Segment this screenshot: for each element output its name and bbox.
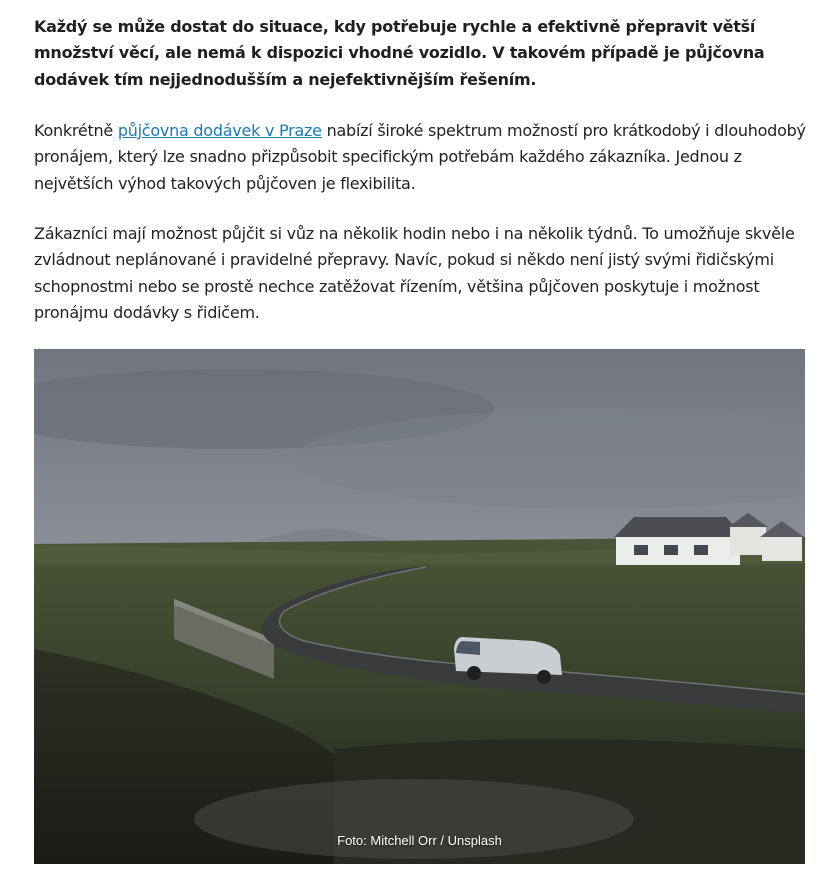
paragraph-2 [34,118,809,197]
article-photo [34,349,805,864]
photo-credit-caption: Foto: Mitchell Orr / Unsplash [337,833,502,848]
paragraph-3: Zákazníci mají možnost půjčit si vůz na několik hodin nebo i na několik týdnů. To umožňuje skvěle zvládnout neplánované i pravidelné přepravy. Navíc, pokud si někdo není jistý svými řidičskými schopnostmi nebo se prostě nechce zatěžovat řízením, většina půjčoven poskytuje i možnost pronájmu dodávky s řidičem. [34,224,795,322]
lead-paragraph: Každý se může dostat do situace, kdy potřebuje rychle a efektivně přepravit větší množství věcí, ale nemá k dispozici vhodné vozidlo. V takovém případě je půjčovna dodávek tím nejjednodušším a nejefektivnějším řešením. [34,17,765,89]
paragraph-2-start: Konkrétně [34,121,118,140]
landscape-photo [34,349,805,864]
van-rental-prague-link[interactable]: půjčovna dodávek v Praze [117,121,322,140]
paragraph-2-end: nabízí široké spektrum možností pro krátkodobý i dlouhodobý pronájem, který lze snadno přizpůsobit specifickým potřebám každého zákazníka. Jednou z největších výhod takových půjčoven je flexibilita. [34,121,806,193]
